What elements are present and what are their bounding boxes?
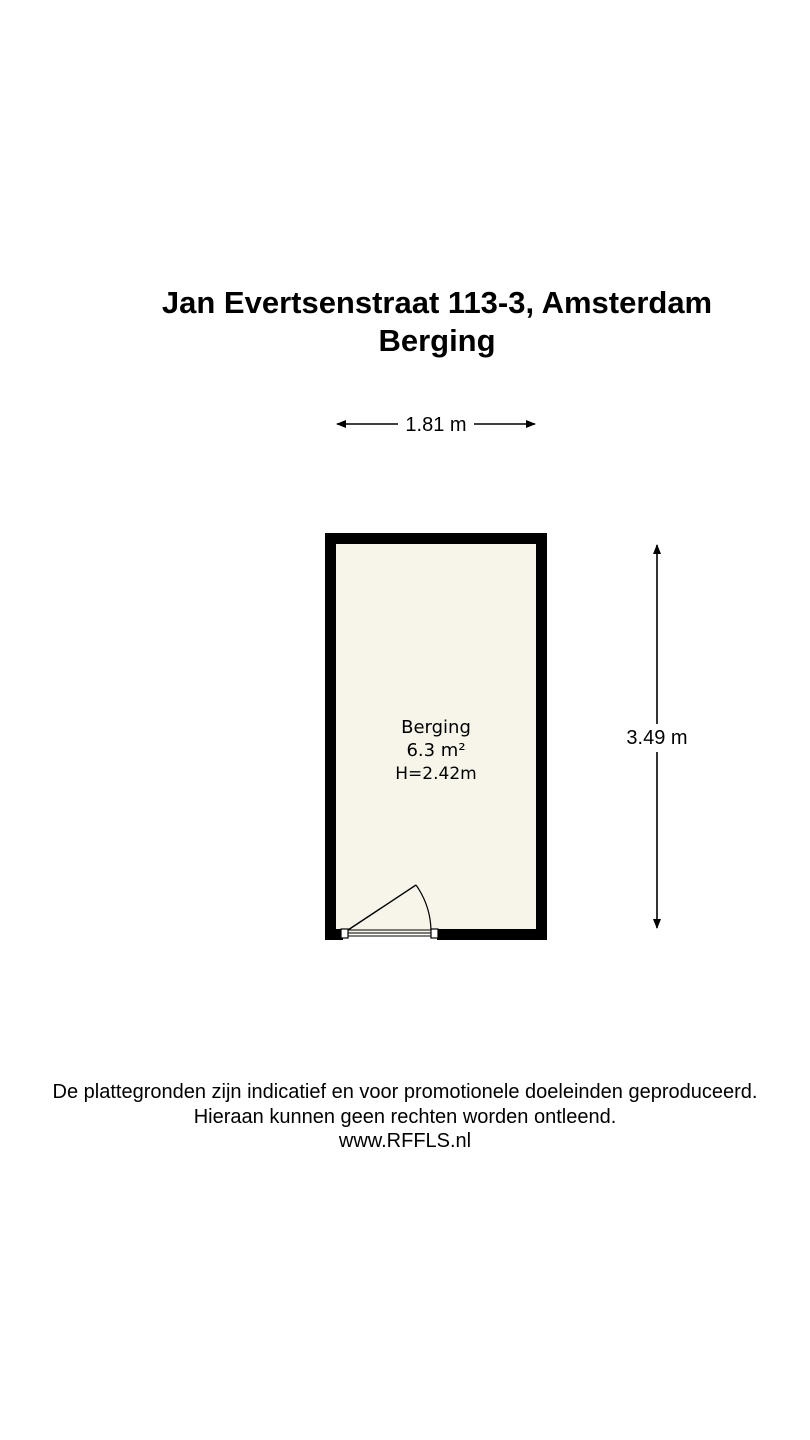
room-ceiling-height: H=2.42m xyxy=(395,764,477,784)
disclaimer-line-2: Hieraan kunnen geen rechten worden ontleend. xyxy=(193,1106,617,1128)
wall-bottom-right xyxy=(437,929,547,940)
wall-bottom-left xyxy=(325,929,343,940)
width-dimension-label: 1.81 m xyxy=(405,414,467,436)
door-jamb-right xyxy=(431,929,438,938)
wall-top xyxy=(325,533,547,544)
disclaimer-line-1: De plattegronden zijn indicatief en voor promotionele doeleinden geproduceerd. xyxy=(52,1081,758,1103)
height-dimension xyxy=(626,545,687,928)
room-berging xyxy=(325,533,547,940)
floor-title: Berging xyxy=(378,323,496,358)
room-name: Berging xyxy=(401,717,471,738)
width-dimension xyxy=(337,414,535,436)
address-title: Jan Evertsenstraat 113-3, Amsterdam xyxy=(161,285,713,320)
height-dimension-label: 3.49 m xyxy=(626,727,688,749)
website-link[interactable]: www.RFFLS.nl xyxy=(338,1130,472,1152)
room-area: 6.3 m² xyxy=(406,740,466,761)
wall-left xyxy=(325,533,336,940)
wall-right xyxy=(536,533,547,940)
door-jamb-left xyxy=(341,929,348,938)
